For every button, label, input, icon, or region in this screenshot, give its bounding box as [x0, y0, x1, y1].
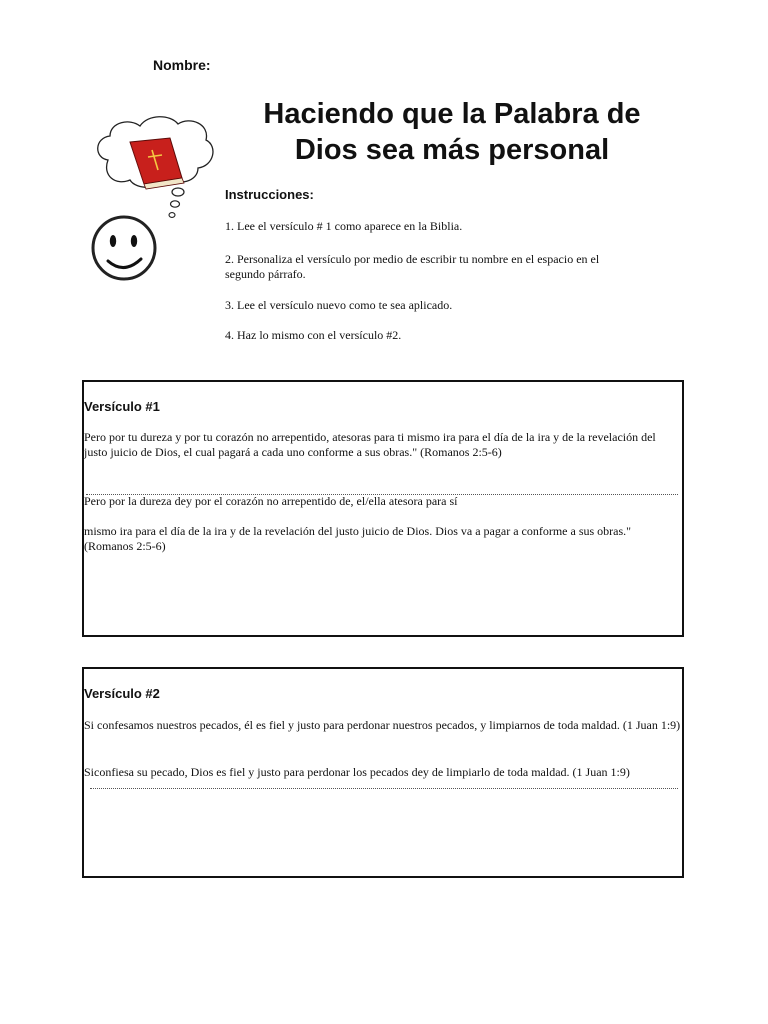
instruction-step-3: 3. Lee el versículo nuevo como te sea aplicado. — [225, 298, 453, 312]
thinking-smiley-illustration — [86, 112, 216, 322]
verse-1-personal-line-1: Pero por la dureza dey por el corazón no arrepentido de, el/ella atesora para sí — [84, 494, 458, 508]
instruction-step-2-line-1: 2. Personaliza el versículo por medio de escribir tu nombre en el espacio en el — [225, 252, 600, 266]
instruction-step-4: 4. Haz lo mismo con el versículo #2. — [225, 328, 402, 342]
verse-1-personal-line-3: (Romanos 2:5-6) — [84, 539, 166, 553]
verse-1-original-line-1: Pero por tu dureza y por tu corazón no arrepentido, atesoras para ti mismo ira para el día de la ira y de la revelación del — [84, 430, 656, 444]
verse-2-original: Si confesamos nuestros pecados, él es fiel y justo para perdonar nuestros pecados, y limpiarnos de toda maldad. (1 Juan 1:9) — [84, 718, 681, 732]
verse-1-original-line-2: justo juicio de Dios, el cual pagará a cada uno conforme a sus obras." (Romanos 2:5-6) — [84, 445, 502, 459]
page-title — [236, 96, 668, 168]
verse-1-original — [84, 430, 656, 460]
smiley-face-icon — [93, 217, 155, 279]
verse-2-separator — [90, 788, 678, 789]
verse-1-heading: Versículo #1 — [84, 399, 160, 414]
instruction-step-2 — [225, 252, 645, 282]
instruction-step-2-line-2: segundo párrafo. — [225, 267, 306, 281]
verse-2-personal: Siconfiesa su pecado, Dios es fiel y justo para perdonar los pecados dey de limpiarlo de toda maldad. (1 Juan 1:9) — [84, 765, 630, 779]
instructions-heading: Instrucciones: — [225, 187, 314, 202]
verse-2-heading: Versículo #2 — [84, 686, 160, 701]
title-line-2: Dios sea más personal — [294, 134, 610, 166]
title-line-1: Haciendo que la Palabra de — [263, 98, 641, 130]
nombre-label: Nombre: — [153, 57, 211, 73]
verse-1-box — [82, 380, 684, 637]
instruction-step-1: 1. Lee el versículo # 1 como aparece en la Biblia. — [225, 219, 463, 233]
verse-2-box — [82, 667, 684, 878]
verse-1-personal-line-2: mismo ira para el día de la ira y de la revelación del justo juicio de Dios. Dios va a pagar a conforme a sus obras." — [84, 524, 632, 538]
